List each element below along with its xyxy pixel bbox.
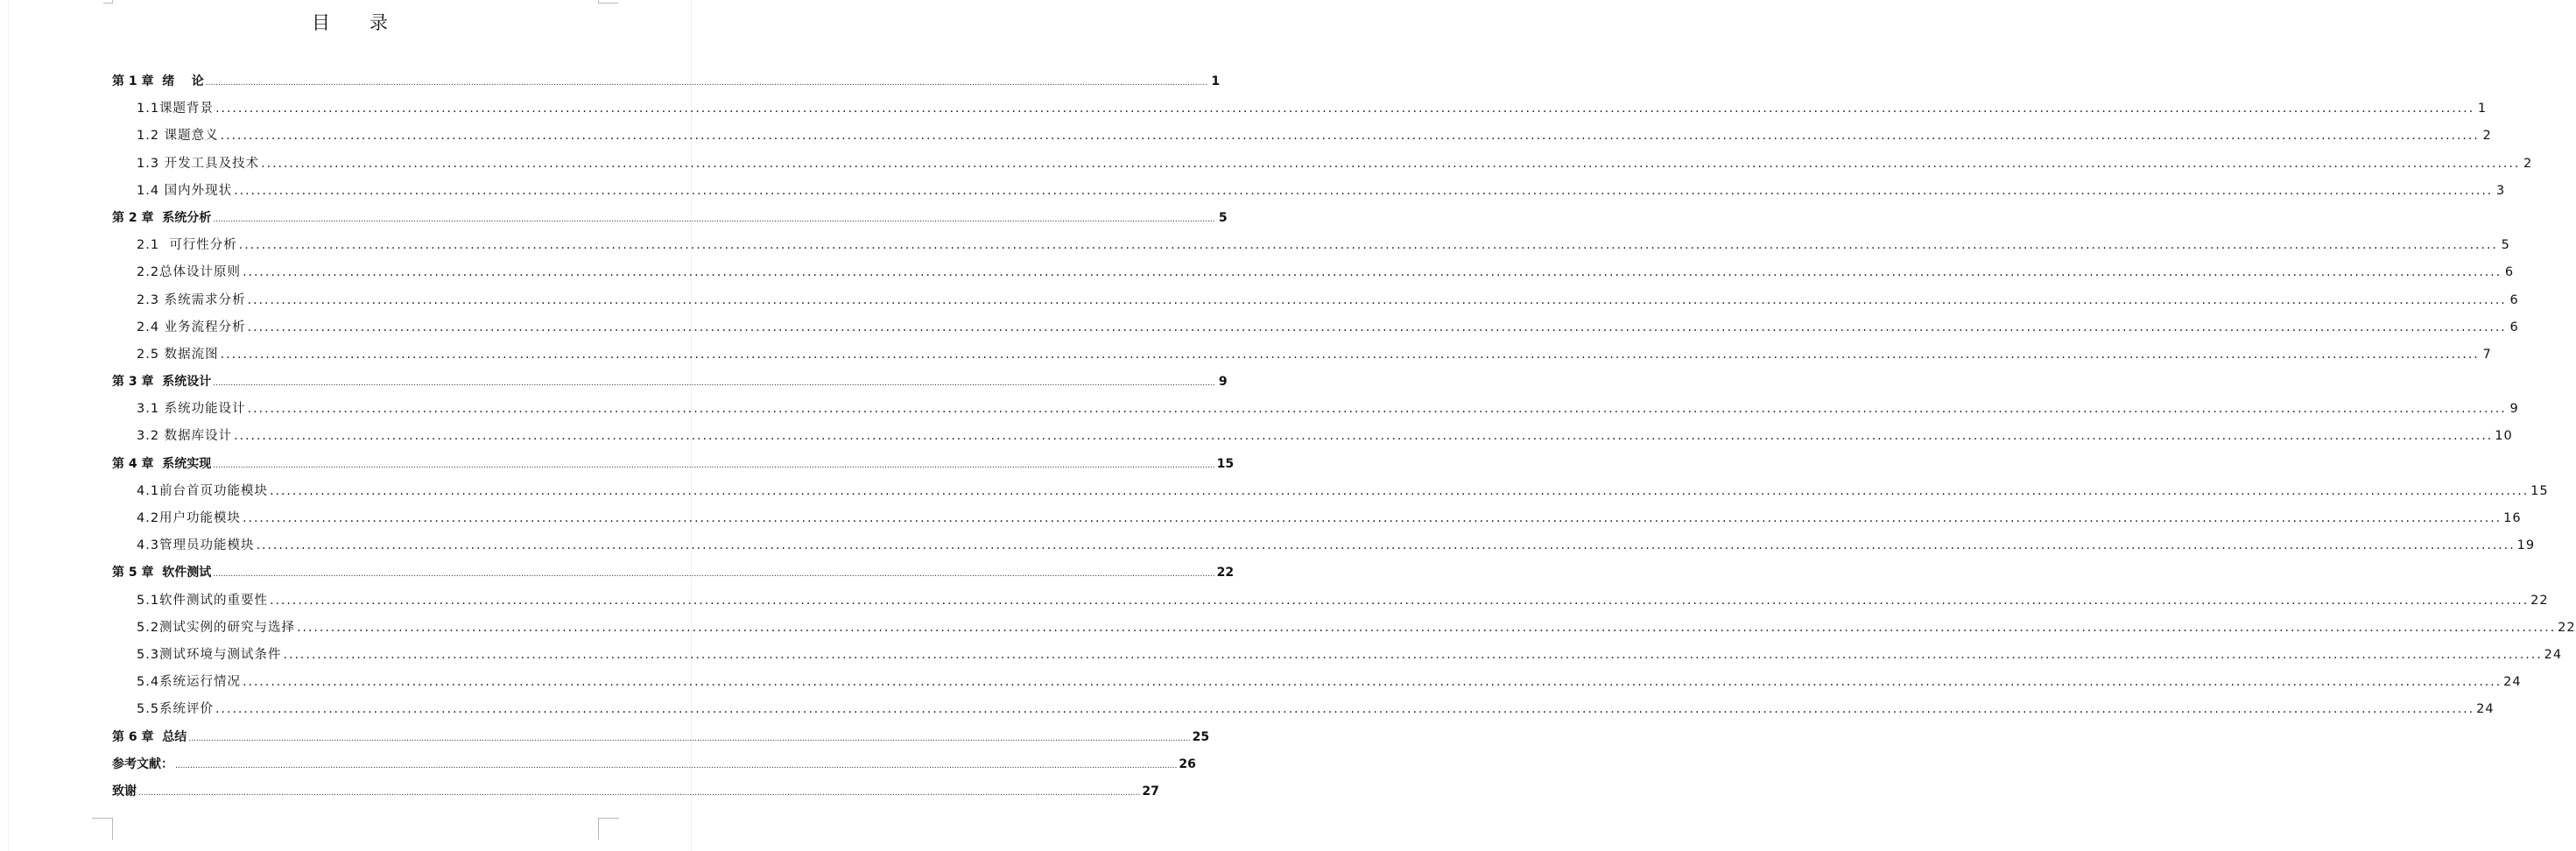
dot-leader: ................................................................................................................................................................................................................................................................................................................................................................................................................: [215, 702, 2475, 717]
toc-entry-label: 5.1软件测试的重要性: [137, 593, 269, 608]
toc-page-number: 25: [1192, 729, 1210, 744]
dot-leader: ................................................................................................................................................................................................................................................................................................................................................................................................................: [175, 761, 1178, 770]
toc-entry-label: 第 6 章 总结: [112, 729, 187, 744]
toc-section-entry[interactable]: [112, 669, 2522, 696]
dot-leader: ................................................................................................................................................................................................................................................................................................................................................................................................................: [205, 79, 1208, 88]
toc-page-number: 24: [2503, 675, 2522, 690]
dot-leader: ................................................................................................................................................................................................................................................................................................................................................................................................................: [243, 511, 2502, 525]
toc-section-entry[interactable]: [112, 532, 2536, 559]
toc-section-entry[interactable]: [112, 95, 2488, 123]
toc-entry-label: 第 2 章 系统分析: [112, 210, 212, 225]
toc-chapter-entry[interactable]: [112, 751, 1196, 778]
toc-page-number: 6: [2504, 265, 2515, 280]
toc-section-entry[interactable]: [112, 642, 2563, 669]
toc-entry-label: 1.1课题背景: [137, 102, 215, 116]
toc-section-entry[interactable]: [112, 341, 2492, 369]
toc-entry-label: 2.3 系统需求分析: [137, 292, 246, 307]
toc-page-number: 1: [1211, 74, 1221, 88]
toc-entry-label: 第 4 章 系统实现: [112, 456, 212, 471]
toc-section-entry[interactable]: [112, 478, 2549, 505]
crop-mark-top-left: [103, 0, 113, 4]
toc-entry-label: 致谢: [112, 784, 137, 798]
toc-section-entry[interactable]: [112, 587, 2549, 615]
toc-page-number: 24: [2476, 702, 2495, 717]
dot-leader: ................................................................................................................................................................................................................................................................................................................................................................................................................: [243, 265, 2502, 280]
toc-page-number: 1: [2477, 102, 2488, 116]
toc-page-number: 5: [2501, 238, 2510, 253]
dot-leader: ................................................................................................................................................................................................................................................................................................................................................................................................................: [247, 292, 2507, 307]
toc-page-number: 6: [2509, 292, 2519, 307]
dot-leader: ................................................................................................................................................................................................................................................................................................................................................................................................................: [283, 647, 2543, 662]
toc-page-number: 9: [2509, 402, 2519, 417]
crop-mark-top-right: [598, 0, 618, 4]
dot-leader: ................................................................................................................................................................................................................................................................................................................................................................................................................: [215, 102, 2475, 116]
toc-page-number: 22: [2558, 620, 2576, 635]
toc-page-number: 3: [2496, 183, 2506, 198]
toc-page-number: 6: [2509, 320, 2519, 334]
dot-leader: ................................................................................................................................................................................................................................................................................................................................................................................................................: [188, 734, 1191, 743]
toc-page-number: 22: [2530, 593, 2549, 608]
toc-page-number: 27: [1142, 784, 1159, 798]
dot-leader: ................................................................................................................................................................................................................................................................................................................................................................................................................: [213, 461, 1215, 470]
toc-page-number: 9: [1218, 375, 1228, 390]
crop-mark-bottom-left: [92, 818, 113, 840]
toc-page-number: 15: [1216, 456, 1235, 471]
dot-leader: ................................................................................................................................................................................................................................................................................................................................................................................................................: [220, 129, 2480, 144]
toc-page-number: 10: [2495, 429, 2513, 444]
toc-chapter-entry[interactable]: [112, 559, 1235, 587]
toc-entry-label: 1.3 开发工具及技术: [137, 156, 260, 171]
toc-section-entry[interactable]: [112, 314, 2519, 341]
dot-leader: ................................................................................................................................................................................................................................................................................................................................................................................................................: [297, 620, 2557, 635]
toc-entry-label: 2.5 数据流图: [137, 347, 219, 362]
page-title: 目 录: [312, 12, 398, 33]
toc-entry-label: 第 1 章 绪 论: [112, 74, 204, 88]
toc-section-entry[interactable]: [112, 505, 2522, 532]
toc-page-number: 2: [2482, 129, 2492, 144]
toc-entry-label: 5.3测试环境与测试条件: [137, 647, 282, 662]
toc-chapter-entry[interactable]: [112, 369, 1228, 396]
table-of-contents: [112, 68, 2576, 805]
toc-entry-label: 5.5系统评价: [137, 702, 215, 717]
toc-entry-label: 5.4系统运行情况: [137, 675, 242, 690]
toc-entry-label: 1.4 国内外现状: [137, 183, 233, 198]
dot-leader: ................................................................................................................................................................................................................................................................................................................................................................................................................: [213, 570, 1215, 580]
dot-leader: ................................................................................................................................................................................................................................................................................................................................................................................................................: [138, 788, 1141, 798]
toc-page-number: 2: [2523, 156, 2533, 171]
toc-page-number: 24: [2544, 647, 2563, 662]
dot-leader: ................................................................................................................................................................................................................................................................................................................................................................................................................: [238, 238, 2498, 253]
toc-section-entry[interactable]: [112, 423, 2513, 450]
toc-section-entry[interactable]: [112, 696, 2495, 723]
toc-page-number: 22: [1216, 566, 1235, 580]
toc-entry-label: 第 5 章 软件测试: [112, 566, 212, 580]
dot-leader: ................................................................................................................................................................................................................................................................................................................................................................................................................: [247, 320, 2507, 334]
toc-entry-label: 第 3 章 系统设计: [112, 375, 212, 390]
toc-entry-label: 参考文献：: [112, 756, 173, 771]
toc-section-entry[interactable]: [112, 123, 2492, 150]
toc-page-number: 26: [1179, 756, 1196, 771]
toc-entry-label: 4.3管理员功能模块: [137, 538, 255, 553]
toc-section-entry[interactable]: [112, 232, 2510, 259]
toc-section-entry[interactable]: [112, 178, 2506, 205]
dot-leader: ................................................................................................................................................................................................................................................................................................................................................................................................................: [243, 675, 2502, 690]
toc-entry-label: 2.1 可行性分析: [137, 238, 237, 253]
dot-leader: ................................................................................................................................................................................................................................................................................................................................................................................................................: [220, 347, 2480, 362]
toc-chapter-entry[interactable]: [112, 724, 1210, 751]
toc-section-entry[interactable]: [112, 151, 2533, 178]
toc-entry-label: 3.2 数据库设计: [137, 429, 233, 444]
dot-leader: ................................................................................................................................................................................................................................................................................................................................................................................................................: [270, 593, 2530, 608]
toc-page-number: 19: [2516, 538, 2536, 553]
dot-leader: ................................................................................................................................................................................................................................................................................................................................................................................................................: [213, 379, 1215, 389]
toc-entry-label: 2.2总体设计原则: [137, 265, 242, 280]
dot-leader: ................................................................................................................................................................................................................................................................................................................................................................................................................: [234, 429, 2494, 444]
toc-entry-label: 4.1前台首页功能模块: [137, 483, 269, 498]
toc-entry-label: 3.1 系统功能设计: [137, 402, 246, 417]
toc-entry-label: 5.2测试实例的研究与选择: [137, 620, 296, 635]
toc-chapter-entry[interactable]: [112, 68, 1221, 95]
toc-section-entry[interactable]: [112, 396, 2519, 423]
toc-entry-label: 4.2用户功能模块: [137, 511, 242, 525]
dot-leader: ................................................................................................................................................................................................................................................................................................................................................................................................................: [247, 402, 2507, 417]
dot-leader: ................................................................................................................................................................................................................................................................................................................................................................................................................: [213, 215, 1215, 224]
dot-leader: ................................................................................................................................................................................................................................................................................................................................................................................................................: [234, 183, 2494, 198]
crop-mark-bottom-right: [598, 818, 619, 840]
toc-page-number: 16: [2503, 511, 2522, 525]
toc-chapter-entry[interactable]: [112, 451, 1235, 478]
toc-chapter-entry[interactable]: [112, 205, 1228, 232]
toc-page-number: 15: [2530, 483, 2549, 498]
toc-entry-label: 1.2 课题意义: [137, 129, 219, 144]
toc-page-number: 7: [2482, 347, 2492, 362]
toc-entry-label: 2.4 业务流程分析: [137, 320, 246, 334]
toc-section-entry[interactable]: [112, 287, 2519, 314]
toc-chapter-entry[interactable]: [112, 778, 1159, 805]
toc-section-entry[interactable]: [112, 259, 2515, 286]
dot-leader: ................................................................................................................................................................................................................................................................................................................................................................................................................: [261, 156, 2521, 171]
dot-leader: ................................................................................................................................................................................................................................................................................................................................................................................................................: [256, 538, 2516, 553]
toc-page-number: 5: [1218, 210, 1228, 225]
dot-leader: ................................................................................................................................................................................................................................................................................................................................................................................................................: [270, 483, 2530, 498]
toc-section-entry[interactable]: [112, 615, 2576, 642]
